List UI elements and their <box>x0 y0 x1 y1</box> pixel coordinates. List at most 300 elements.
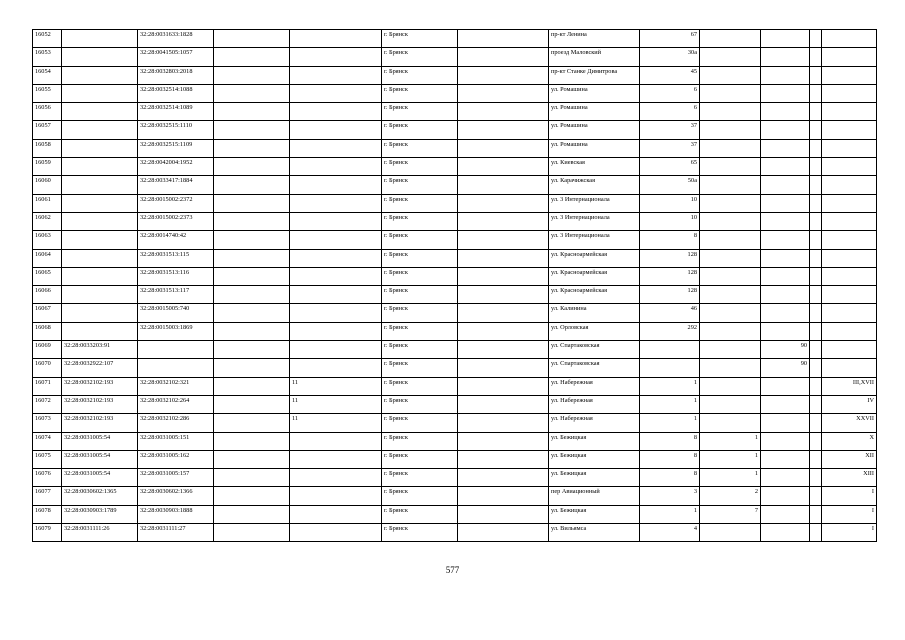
table-row <box>33 249 877 267</box>
cell-house: 292 <box>640 322 700 340</box>
table-row <box>33 267 877 285</box>
cell-house: 65 <box>640 158 700 176</box>
table-row <box>33 395 877 413</box>
cell-parent-cadastral <box>62 286 138 304</box>
cell-row-number: 16071 <box>33 377 62 395</box>
cell-col5: 11 <box>290 414 382 432</box>
cell-premises: XXVII <box>822 414 877 432</box>
cell-house: 50а <box>640 176 700 194</box>
cell-house: 1 <box>640 377 700 395</box>
cell-row-number: 16068 <box>33 322 62 340</box>
cell-building <box>700 304 761 322</box>
cell-col7 <box>458 30 549 48</box>
cell-col11 <box>761 194 810 212</box>
cell-city: г. Брянск <box>382 505 458 523</box>
cell-col7 <box>458 505 549 523</box>
cell-street: ул. Красноармейская <box>549 267 640 285</box>
cell-cadastral-number: 32:28:0031513:115 <box>138 249 214 267</box>
cell-street: проезд Маловский <box>549 48 640 66</box>
cell-street: ул. Киевская <box>549 158 640 176</box>
cell-row-number: 16079 <box>33 524 62 542</box>
table-row <box>33 322 877 340</box>
cell-col4 <box>214 231 290 249</box>
cell-col12 <box>810 231 822 249</box>
cell-col11 <box>761 139 810 157</box>
cell-col12 <box>810 212 822 230</box>
cell-col11 <box>761 231 810 249</box>
cell-col5 <box>290 524 382 542</box>
cell-col4 <box>214 469 290 487</box>
cell-col5 <box>290 84 382 102</box>
cell-col4 <box>214 30 290 48</box>
cell-premises <box>822 341 877 359</box>
cell-street: пер Авиационный <box>549 487 640 505</box>
cell-col12 <box>810 84 822 102</box>
cell-parent-cadastral <box>62 158 138 176</box>
cell-premises <box>822 84 877 102</box>
cell-premises: XII <box>822 450 877 468</box>
cell-row-number: 16052 <box>33 30 62 48</box>
cell-col7 <box>458 487 549 505</box>
cell-parent-cadastral: 32:28:0032102:193 <box>62 395 138 413</box>
cell-building: 1 <box>700 432 761 450</box>
cell-street: ул. Бежицкая <box>549 469 640 487</box>
cell-building <box>700 377 761 395</box>
cell-col7 <box>458 231 549 249</box>
cell-col4 <box>214 212 290 230</box>
cell-house <box>640 359 700 377</box>
cell-col7 <box>458 139 549 157</box>
cell-cadastral-number: 32:28:0030602:1366 <box>138 487 214 505</box>
cell-col11 <box>761 267 810 285</box>
cell-premises <box>822 103 877 121</box>
cell-col7 <box>458 212 549 230</box>
cell-col12 <box>810 249 822 267</box>
cell-col4 <box>214 304 290 322</box>
cell-city: г. Брянск <box>382 487 458 505</box>
cell-col11 <box>761 66 810 84</box>
cell-parent-cadastral <box>62 304 138 322</box>
cell-house: 8 <box>640 450 700 468</box>
cell-parent-cadastral: 32:28:0031005:54 <box>62 469 138 487</box>
cell-col5 <box>290 487 382 505</box>
cell-col12 <box>810 524 822 542</box>
cell-house: 6 <box>640 103 700 121</box>
cell-cadastral-number: 32:28:0031633:1828 <box>138 30 214 48</box>
cell-house: 1 <box>640 505 700 523</box>
table-row <box>33 524 877 542</box>
cell-building: 1 <box>700 450 761 468</box>
cell-street: ул. Карачижская <box>549 176 640 194</box>
cell-col11: 90 <box>761 359 810 377</box>
cell-col7 <box>458 103 549 121</box>
cell-col5 <box>290 505 382 523</box>
cell-city: г. Брянск <box>382 377 458 395</box>
cell-city: г. Брянск <box>382 176 458 194</box>
cell-cadastral-number: 32:28:0014740:42 <box>138 231 214 249</box>
cell-building <box>700 121 761 139</box>
cell-city: г. Брянск <box>382 267 458 285</box>
cell-col11 <box>761 524 810 542</box>
cell-street: ул. Красноармейская <box>549 249 640 267</box>
cell-col5 <box>290 139 382 157</box>
cell-col12 <box>810 103 822 121</box>
cell-parent-cadastral <box>62 176 138 194</box>
cell-col7 <box>458 267 549 285</box>
cell-col12 <box>810 139 822 157</box>
cell-premises: XIII <box>822 469 877 487</box>
cell-col5 <box>290 359 382 377</box>
cell-city: г. Брянск <box>382 84 458 102</box>
cell-premises: X <box>822 432 877 450</box>
cell-parent-cadastral <box>62 48 138 66</box>
cell-building <box>700 139 761 157</box>
cell-house: 37 <box>640 121 700 139</box>
cell-col4 <box>214 66 290 84</box>
cell-row-number: 16061 <box>33 194 62 212</box>
cell-col12 <box>810 267 822 285</box>
table-row <box>33 450 877 468</box>
cell-col7 <box>458 84 549 102</box>
cell-premises <box>822 48 877 66</box>
cell-cadastral-number: 32:28:0032515:1110 <box>138 121 214 139</box>
cell-city: г. Брянск <box>382 139 458 157</box>
cell-parent-cadastral <box>62 84 138 102</box>
cell-col5 <box>290 432 382 450</box>
cell-building: 1 <box>700 469 761 487</box>
cell-premises <box>822 139 877 157</box>
cell-parent-cadastral <box>62 267 138 285</box>
cell-cadastral-number: 32:28:0031513:117 <box>138 286 214 304</box>
cell-col12 <box>810 505 822 523</box>
cell-building <box>700 395 761 413</box>
cell-col4 <box>214 322 290 340</box>
cell-street: ул. Орловская <box>549 322 640 340</box>
cell-street: ул. Ромашина <box>549 139 640 157</box>
table-row <box>33 505 877 523</box>
cell-col11 <box>761 395 810 413</box>
cell-city: г. Брянск <box>382 48 458 66</box>
cell-col12 <box>810 469 822 487</box>
cell-house: 10 <box>640 212 700 230</box>
cell-row-number: 16057 <box>33 121 62 139</box>
cell-col4 <box>214 139 290 157</box>
cell-parent-cadastral: 32:28:0031005:54 <box>62 450 138 468</box>
cell-col11 <box>761 377 810 395</box>
cell-col7 <box>458 359 549 377</box>
cell-row-number: 16067 <box>33 304 62 322</box>
cell-city: г. Брянск <box>382 322 458 340</box>
cell-col11 <box>761 450 810 468</box>
cell-parent-cadastral: 32:28:0032102:193 <box>62 414 138 432</box>
cell-house: 6 <box>640 84 700 102</box>
cell-col4 <box>214 48 290 66</box>
table-row <box>33 414 877 432</box>
cell-house: 4 <box>640 524 700 542</box>
cell-col12 <box>810 432 822 450</box>
cell-premises: I <box>822 487 877 505</box>
cell-row-number: 16063 <box>33 231 62 249</box>
cell-cadastral-number: 32:28:0031005:162 <box>138 450 214 468</box>
cell-col12 <box>810 322 822 340</box>
cell-col11 <box>761 487 810 505</box>
cell-col11 <box>761 121 810 139</box>
cell-cadastral-number: 32:28:0031111:27 <box>138 524 214 542</box>
cell-city: г. Брянск <box>382 524 458 542</box>
table-row <box>33 194 877 212</box>
cell-city: г. Брянск <box>382 103 458 121</box>
cell-col4 <box>214 450 290 468</box>
cell-parent-cadastral <box>62 212 138 230</box>
cell-street: ул. Красноармейская <box>549 286 640 304</box>
cell-cadastral-number: 32:28:0032515:1109 <box>138 139 214 157</box>
cell-col7 <box>458 377 549 395</box>
cell-house: 1 <box>640 414 700 432</box>
cell-col5 <box>290 286 382 304</box>
table-row <box>33 84 877 102</box>
table-row <box>33 304 877 322</box>
cell-building: 7 <box>700 505 761 523</box>
cell-cadastral-number: 32:28:0033417:1884 <box>138 176 214 194</box>
cell-row-number: 16077 <box>33 487 62 505</box>
cell-house: 128 <box>640 249 700 267</box>
cell-col7 <box>458 524 549 542</box>
cell-cadastral-number: 32:28:0042004:1952 <box>138 158 214 176</box>
cell-col5 <box>290 66 382 84</box>
cell-col7 <box>458 469 549 487</box>
cell-street: ул. Бежицкая <box>549 450 640 468</box>
cell-col7 <box>458 66 549 84</box>
cell-col4 <box>214 84 290 102</box>
cell-cadastral-number: 32:28:0032102:321 <box>138 377 214 395</box>
cell-parent-cadastral <box>62 194 138 212</box>
cell-row-number: 16064 <box>33 249 62 267</box>
cell-row-number: 16070 <box>33 359 62 377</box>
cell-col7 <box>458 176 549 194</box>
cell-building <box>700 158 761 176</box>
cell-col5 <box>290 267 382 285</box>
cell-col11 <box>761 286 810 304</box>
cell-col12 <box>810 176 822 194</box>
cell-col7 <box>458 194 549 212</box>
cell-building <box>700 48 761 66</box>
cell-building <box>700 267 761 285</box>
cell-house: 30а <box>640 48 700 66</box>
table-row <box>33 48 877 66</box>
cell-col12 <box>810 158 822 176</box>
cell-col11 <box>761 48 810 66</box>
cell-premises <box>822 249 877 267</box>
cell-cadastral-number: 32:28:0031513:116 <box>138 267 214 285</box>
cell-premises <box>822 121 877 139</box>
cell-col5 <box>290 341 382 359</box>
cell-col4 <box>214 505 290 523</box>
cell-house: 37 <box>640 139 700 157</box>
cell-premises: IV <box>822 395 877 413</box>
cell-house: 46 <box>640 304 700 322</box>
cell-city: г. Брянск <box>382 66 458 84</box>
cell-col5 <box>290 121 382 139</box>
cell-col4 <box>214 487 290 505</box>
cell-house: 1 <box>640 395 700 413</box>
table-row <box>33 432 877 450</box>
cell-parent-cadastral <box>62 66 138 84</box>
cell-row-number: 16060 <box>33 176 62 194</box>
cell-city: г. Брянск <box>382 432 458 450</box>
cell-street: ул. Бежицкая <box>549 432 640 450</box>
cell-col4 <box>214 359 290 377</box>
cell-building <box>700 194 761 212</box>
cell-col4 <box>214 249 290 267</box>
cell-premises <box>822 322 877 340</box>
cell-street: ул. Ромашина <box>549 84 640 102</box>
cell-col7 <box>458 158 549 176</box>
cell-building <box>700 286 761 304</box>
cell-col7 <box>458 304 549 322</box>
cell-col11 <box>761 84 810 102</box>
cell-parent-cadastral: 32:28:0032102:193 <box>62 377 138 395</box>
cell-street: ул. 3 Интернационала <box>549 231 640 249</box>
cell-col11 <box>761 176 810 194</box>
cell-premises <box>822 176 877 194</box>
cell-cadastral-number: 32:28:0015002:2372 <box>138 194 214 212</box>
cell-building <box>700 30 761 48</box>
cell-row-number: 16073 <box>33 414 62 432</box>
cell-col11 <box>761 304 810 322</box>
cell-premises <box>822 304 877 322</box>
cell-city: г. Брянск <box>382 450 458 468</box>
cell-col4 <box>214 103 290 121</box>
cell-house <box>640 341 700 359</box>
cell-col12 <box>810 48 822 66</box>
cell-row-number: 16056 <box>33 103 62 121</box>
cell-parent-cadastral: 32:28:0031005:54 <box>62 432 138 450</box>
cell-col11 <box>761 103 810 121</box>
cell-building <box>700 322 761 340</box>
cell-cadastral-number <box>138 359 214 377</box>
cell-city: г. Брянск <box>382 359 458 377</box>
cell-col4 <box>214 524 290 542</box>
table-row <box>33 121 877 139</box>
cell-street: пр-кт Станке Димитрова <box>549 66 640 84</box>
cell-street: ул. Калинина <box>549 304 640 322</box>
cell-premises <box>822 194 877 212</box>
cell-parent-cadastral: 32:28:0030903:1789 <box>62 505 138 523</box>
cell-cadastral-number: 32:28:0015005:740 <box>138 304 214 322</box>
cell-parent-cadastral: 32:28:0032922:107 <box>62 359 138 377</box>
cell-row-number: 16078 <box>33 505 62 523</box>
cell-city: г. Брянск <box>382 30 458 48</box>
cell-col7 <box>458 414 549 432</box>
cell-city: г. Брянск <box>382 286 458 304</box>
cell-row-number: 16059 <box>33 158 62 176</box>
cell-col5 <box>290 304 382 322</box>
table-row <box>33 487 877 505</box>
cell-street: ул. Спартаковская <box>549 341 640 359</box>
cell-col12 <box>810 341 822 359</box>
cell-city: г. Брянск <box>382 395 458 413</box>
cell-row-number: 16055 <box>33 84 62 102</box>
cell-street: ул. Набережная <box>549 395 640 413</box>
cell-premises: I <box>822 524 877 542</box>
cell-parent-cadastral <box>62 249 138 267</box>
cell-street: ул. Вильямса <box>549 524 640 542</box>
cell-building <box>700 176 761 194</box>
cell-col5 <box>290 30 382 48</box>
cell-col11 <box>761 249 810 267</box>
cell-row-number: 16069 <box>33 341 62 359</box>
cell-street: ул. Спартаковская <box>549 359 640 377</box>
cell-row-number: 16053 <box>33 48 62 66</box>
cell-building <box>700 231 761 249</box>
cell-parent-cadastral <box>62 30 138 48</box>
cell-parent-cadastral <box>62 121 138 139</box>
cell-col12 <box>810 395 822 413</box>
table-row <box>33 103 877 121</box>
cell-street: ул. Набережная <box>549 414 640 432</box>
cell-col5 <box>290 103 382 121</box>
cell-col12 <box>810 304 822 322</box>
cell-col5 <box>290 469 382 487</box>
cell-row-number: 16062 <box>33 212 62 230</box>
table-row <box>33 377 877 395</box>
cell-premises <box>822 286 877 304</box>
cell-row-number: 16076 <box>33 469 62 487</box>
cell-city: г. Брянск <box>382 121 458 139</box>
cell-col4 <box>214 267 290 285</box>
cell-house: 8 <box>640 231 700 249</box>
cell-cadastral-number: 32:28:0031005:151 <box>138 432 214 450</box>
cell-col7 <box>458 249 549 267</box>
cell-col4 <box>214 341 290 359</box>
cell-parent-cadastral: 32:28:0031111:26 <box>62 524 138 542</box>
cell-col7 <box>458 286 549 304</box>
cell-parent-cadastral <box>62 139 138 157</box>
table-row <box>33 212 877 230</box>
cell-building <box>700 84 761 102</box>
cell-house: 3 <box>640 487 700 505</box>
cell-col4 <box>214 176 290 194</box>
cell-col7 <box>458 48 549 66</box>
cell-premises <box>822 359 877 377</box>
cell-premises: I <box>822 505 877 523</box>
cell-building <box>700 249 761 267</box>
cell-street: ул. 3 Интернационала <box>549 194 640 212</box>
cell-city: г. Брянск <box>382 304 458 322</box>
cell-col12 <box>810 30 822 48</box>
cell-house: 8 <box>640 469 700 487</box>
cell-building <box>700 66 761 84</box>
cell-row-number: 16065 <box>33 267 62 285</box>
cell-col5 <box>290 249 382 267</box>
cell-city: г. Брянск <box>382 414 458 432</box>
cell-col4 <box>214 377 290 395</box>
cell-house: 8 <box>640 432 700 450</box>
cell-col12 <box>810 286 822 304</box>
cell-col12 <box>810 450 822 468</box>
cell-parent-cadastral <box>62 322 138 340</box>
cell-building <box>700 359 761 377</box>
cell-cadastral-number: 32:28:0031005:157 <box>138 469 214 487</box>
cell-row-number: 16054 <box>33 66 62 84</box>
cell-house: 45 <box>640 66 700 84</box>
cell-col7 <box>458 341 549 359</box>
cell-col12 <box>810 414 822 432</box>
cell-col4 <box>214 121 290 139</box>
table-row <box>33 286 877 304</box>
cell-premises <box>822 158 877 176</box>
cell-street: ул. Набережная <box>549 377 640 395</box>
